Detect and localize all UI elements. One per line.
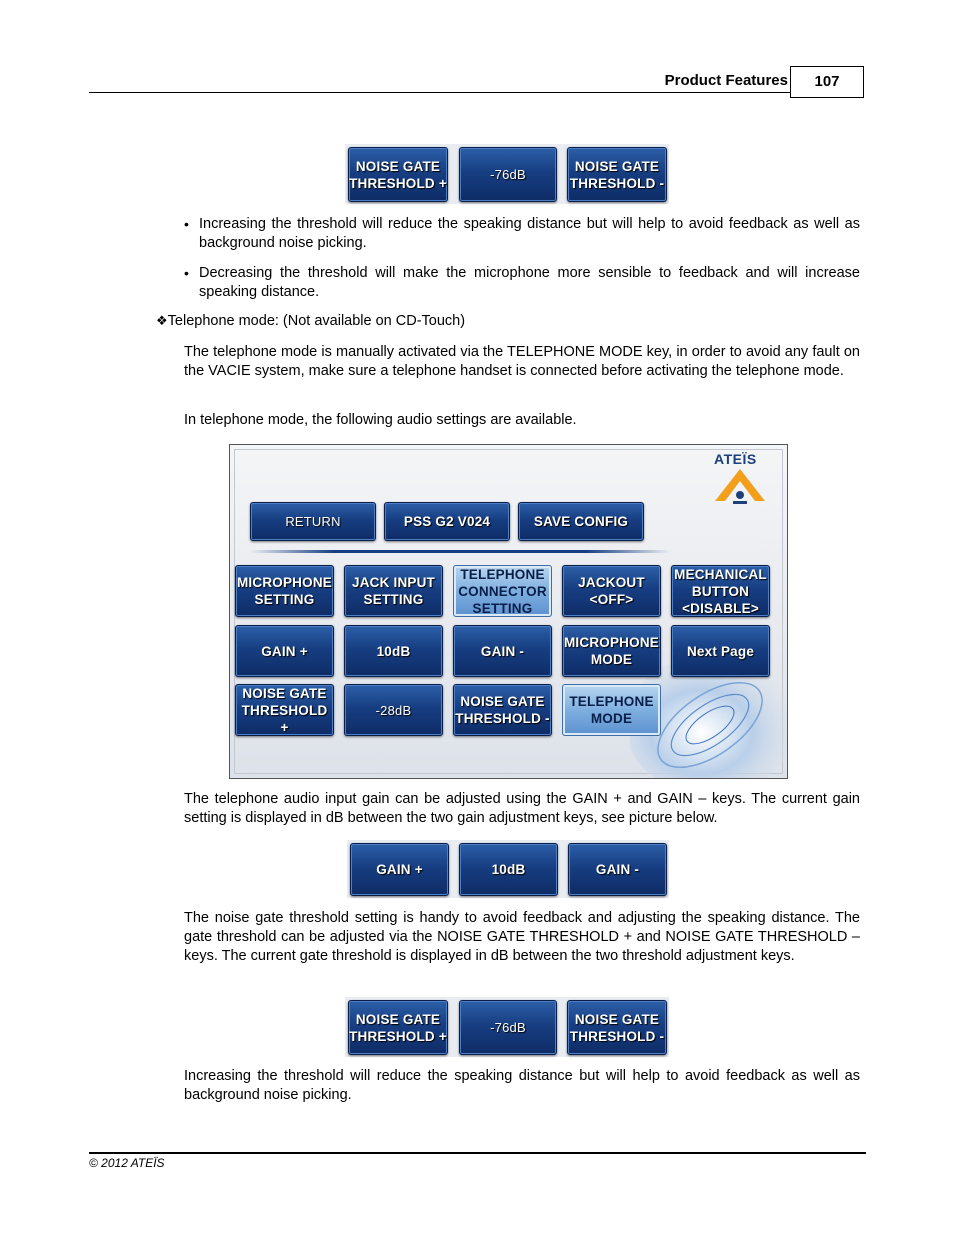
jackout-button[interactable]: JACKOUT <OFF> xyxy=(562,565,661,617)
bullet-icon: • xyxy=(184,216,189,232)
return-button[interactable]: RETURN xyxy=(250,502,376,541)
gain-plus-button[interactable]: GAIN + xyxy=(350,843,449,896)
gain-value-display: 10dB xyxy=(459,843,558,896)
mechanical-button-button[interactable]: MECHANICAL BUTTON <DISABLE> xyxy=(671,565,770,617)
noise-gate-threshold-minus-button[interactable]: NOISE GATE THRESHOLD - xyxy=(567,147,667,202)
page-number-box xyxy=(790,66,864,98)
noise-gate-threshold-plus-button[interactable]: NOISE GATE THRESHOLD + xyxy=(348,147,448,202)
paragraph-noise-gate: The noise gate threshold setting is handy to avoid feedback and adjusting the speaking distance. The gate threshold can be adjusted via the NOISE GATE THRESHOLD + and NOISE GATE THRESHOLD – keys. The current gate threshold is displayed in dB between the two threshold adjustment keys. xyxy=(184,910,860,964)
section-heading-text: Telephone mode: (Not available on CD-Touch) xyxy=(167,313,466,329)
section-heading xyxy=(156,313,465,329)
telephone-mode-button[interactable]: TELEPHONE MODE xyxy=(562,684,661,736)
paragraph-gain: The telephone audio input gain can be adjusted using the GAIN + and GAIN – keys. The current gain setting is displayed in dB between the two gain adjustment keys, see picture below. xyxy=(184,791,860,826)
save-config-button[interactable]: SAVE CONFIG xyxy=(518,502,644,541)
microphone-mode-button[interactable]: MICROPHONE MODE xyxy=(562,625,661,677)
noise-gate-value-display: -76dB xyxy=(459,1000,557,1055)
gain-minus-button[interactable]: GAIN - xyxy=(568,843,667,896)
noise-gate-threshold-plus-button[interactable]: NOISE GATE THRESHOLD + xyxy=(348,1000,448,1055)
bullet-icon: • xyxy=(184,265,189,281)
footer-rule xyxy=(89,1152,866,1154)
footer-copyright: © 2012 ATEÏS xyxy=(89,1156,165,1170)
jack-input-setting-button[interactable]: JACK INPUT SETTING xyxy=(344,565,443,617)
ateis-logo-icon xyxy=(713,467,767,505)
paragraph-telephone-mode: The telephone mode is manually activated via the TELEPHONE MODE key, in order to avoid any fault on the VACIE system, make sure a telephone handset is connected before activating the telephone mode. xyxy=(184,344,860,379)
touch-screen-panel xyxy=(229,444,788,779)
noise-gate-threshold-minus-button[interactable]: NOISE GATE THRESHOLD - xyxy=(567,1000,667,1055)
noise-gate-value-display: -76dB xyxy=(459,147,557,202)
microphone-setting-button[interactable]: MICROPHONE SETTING xyxy=(235,565,334,617)
bullet-text-1: Increasing the threshold will reduce the speaking distance but will help to avoid feedback as well as background noise picking. xyxy=(199,216,860,251)
gain-minus-button[interactable]: GAIN - xyxy=(453,625,552,677)
screen-separator xyxy=(250,550,670,553)
telephone-connector-setting-button[interactable]: TELEPHONE CONNECTOR SETTING xyxy=(453,565,552,617)
noise-gate-value-display: -28dB xyxy=(344,684,443,736)
page-number: 107 xyxy=(814,72,840,90)
version-button[interactable]: PSS G2 V024 xyxy=(384,502,510,541)
paragraph-threshold-summary: Increasing the threshold will reduce the speaking distance but will help to avoid feedback as well as background noise picking. xyxy=(184,1068,860,1103)
gain-plus-button[interactable]: GAIN + xyxy=(235,625,334,677)
bullet-text-2: Decreasing the threshold will make the microphone more sensible to feedback and will increase speaking distance. xyxy=(199,265,860,300)
gain-value-display: 10dB xyxy=(344,625,443,677)
header-rule xyxy=(89,92,791,93)
noise-gate-threshold-plus-button[interactable]: NOISE GATE THRESHOLD + xyxy=(235,684,334,736)
page-section-title: Product Features xyxy=(664,72,788,89)
paragraph-audio-settings: In telephone mode, the following audio settings are available. xyxy=(184,412,577,428)
diamond-clover-icon: ❖ xyxy=(156,313,168,328)
noise-gate-threshold-minus-button[interactable]: NOISE GATE THRESHOLD - xyxy=(453,684,552,736)
next-page-button[interactable]: Next Page xyxy=(671,625,770,677)
brand-logo-text: ATEÏS xyxy=(714,451,757,467)
